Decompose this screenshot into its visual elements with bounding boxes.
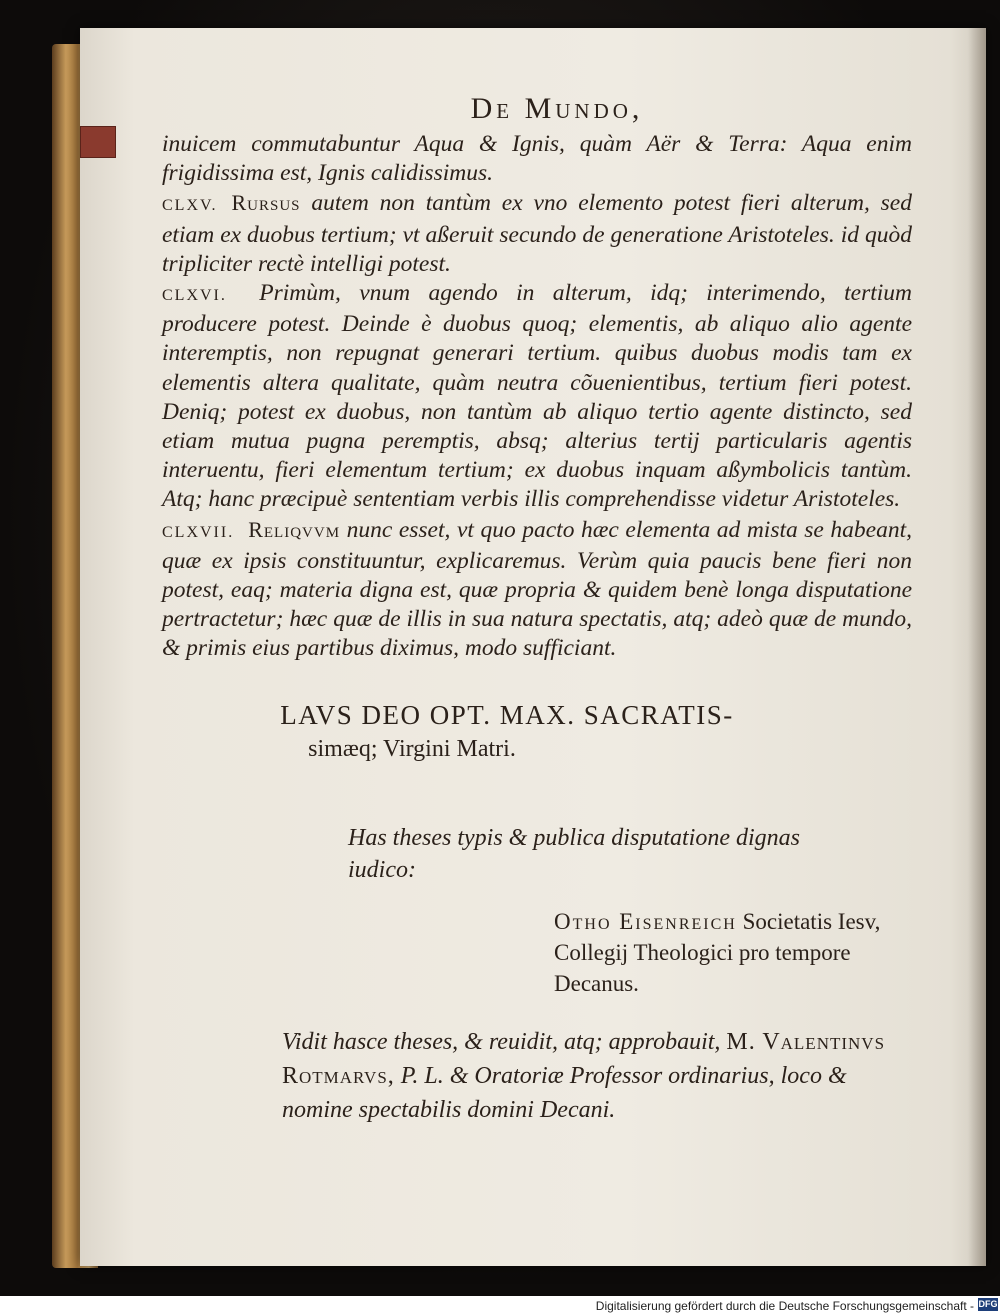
- signer-title: Societatis Iesv, Collegij Theologici pro tempore Decanus.: [554, 908, 881, 996]
- footer-credit: Digitalisierung gefördert durch die Deutsche Forschungsgemeinschaft -: [595, 1299, 974, 1313]
- vidit-tail: P. L. & Oratoriæ Professor ordinarius, loco & nomine spectabilis domini Decani.: [282, 1062, 847, 1123]
- paragraph-text: inuicem commutabuntur Aqua & Ignis, quàm Aër & Terra: Aqua enim frigidissima est, Ignis calidissimus.: [162, 131, 912, 187]
- running-head: De Mundo,: [470, 92, 644, 125]
- lead-word: Rursus: [231, 190, 301, 216]
- signer-block: [554, 906, 914, 999]
- laus-line-2: simæq; Virgini Matri.: [308, 735, 516, 762]
- section-number: CLXVII.: [162, 523, 235, 541]
- paragraph-clxvi: [162, 279, 912, 515]
- dfg-logo: DFG: [978, 1299, 998, 1309]
- section-number: CLXVI.: [162, 287, 227, 305]
- vidit-text: Vidit hasce theses, & reuidit, atq; approbauit,: [282, 1028, 721, 1055]
- vidit-statement: [282, 1025, 922, 1127]
- paragraph-text: autem non tantùm ex vno elemento potest fieri alterum, sed etiam ex duobus tertium; vt aßeruit secundo de generatione Aristoteles. id quòd tripliciter rectè intelligi potest.: [162, 190, 912, 277]
- section-number: CLXV.: [162, 197, 218, 215]
- vidit-name: M. Valentinvs Rotmarvs,: [282, 1028, 886, 1089]
- paragraph-continuation: [162, 130, 912, 188]
- laus-line-1: LAVS DEO OPT. MAX. SACRATIS-: [280, 699, 734, 730]
- lead-word: Reliqvvm: [248, 516, 341, 542]
- approval-statement: Has theses typis & publica disputatione dignas iudico:: [348, 824, 800, 883]
- paragraph-clxv: [162, 188, 912, 279]
- paragraph-text: Primùm, vnum agendo in alterum, idq; interimendo, tertium producere potest. Deinde è duobus quoq; elementis, ab aliquo alio agente interemptis, non repugnat generari tertium. quibus duobus modis tam ex elementis altera qualitate, quàm neutra cõuenientibus, tertium fieri potest. Deniq; potest ex duobus, non tantùm ab aliquo tertio agente distincto, sed etiam mutua pugna peremptis, absq; alterius tertij particularis agentis interuentu, fieri elementum tertium; ex duobus inquam aßymbolicis tantùm. Atq; hanc præcipuè sententiam verbis illis comprehendisse videtur Aristoteles.: [162, 280, 912, 513]
- paragraph-clxvii: [162, 515, 912, 664]
- page-tab-marker: [80, 126, 116, 158]
- paragraph-text: nunc esset, vt quo pacto hæc elementa ad mista se habeant, quæ ex ipsis constituuntur, explicaremus. Verùm quia paucis bene fieri non potest, eaq; materia digna est, quæ propria & quidem benè longa disputatione pertractetur; hæc quæ de illis in sua natura spectatis, atq; adeò quæ de mundo, & primis eius partibus diximus, modo sufficiant.: [162, 516, 912, 662]
- spine-shadow: [968, 28, 986, 1266]
- body-text: [162, 130, 912, 664]
- laus-deo: [162, 698, 912, 766]
- signer-name: Otho Eisenreich: [554, 908, 737, 934]
- page-text: [162, 92, 912, 1127]
